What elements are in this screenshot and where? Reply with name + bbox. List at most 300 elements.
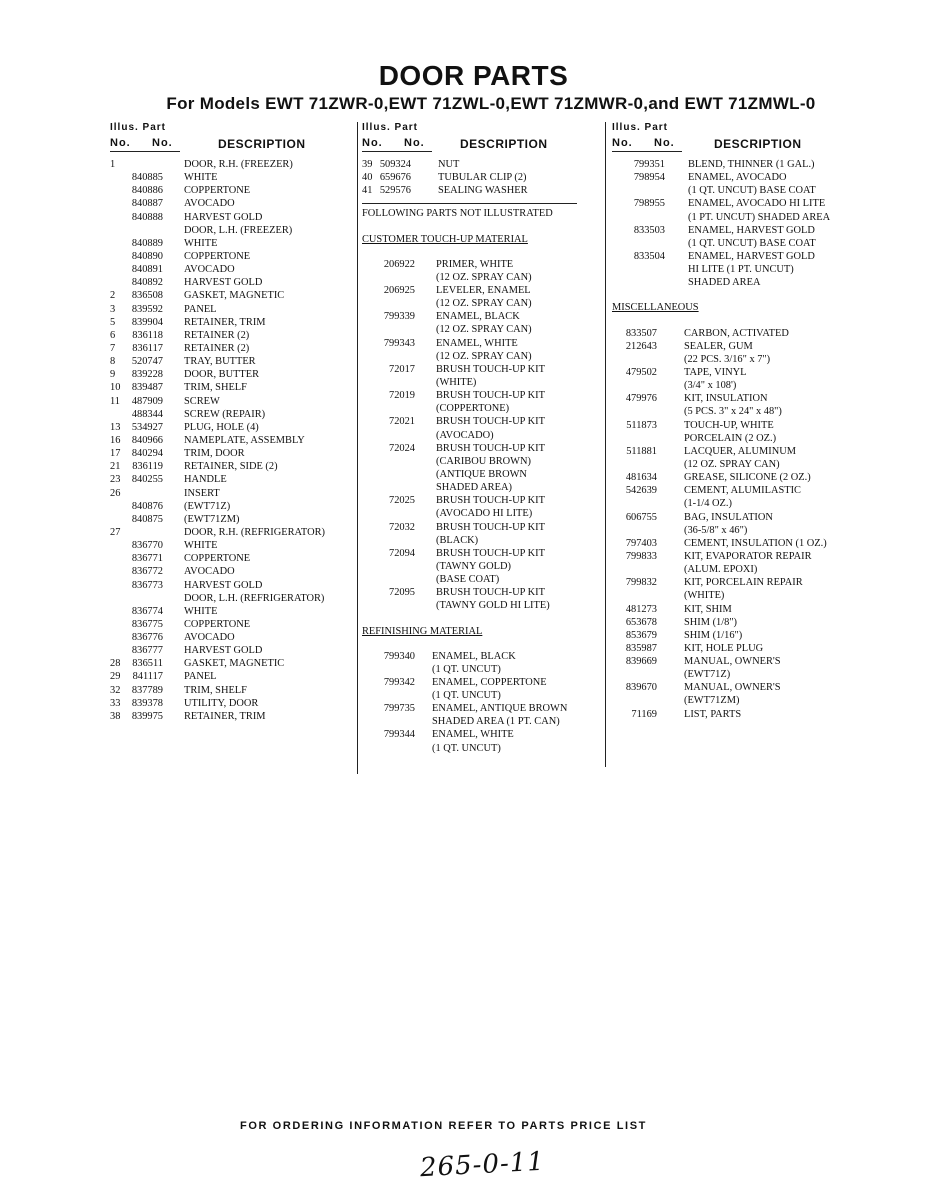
parts-row [110, 289, 355, 302]
parts-row [110, 526, 355, 539]
part-number: 836511 [132, 658, 163, 670]
parts-row [362, 728, 600, 741]
illus-number: 17 [110, 448, 121, 460]
parts-row [612, 432, 857, 445]
parts-row [612, 197, 857, 210]
part-description: BRUSH TOUCH-UP KIT [436, 442, 545, 454]
part-description: CEMENT, INSULATION (1 OZ.) [684, 537, 827, 549]
part-number: 72025 [389, 495, 415, 507]
parts-row [362, 363, 600, 376]
part-description: (ANTIQUE BROWN [436, 468, 527, 480]
part-description: ENAMEL, AVOCADO HI LITE [688, 198, 826, 210]
parts-row [612, 184, 857, 197]
part-description: COPPERTONE [184, 250, 251, 262]
description-label: DESCRIPTION [218, 137, 306, 151]
part-description: RETAINER, TRIM [184, 710, 266, 722]
part-number: 840890 [131, 250, 163, 262]
part-description: BRUSH TOUCH-UP KIT [436, 363, 545, 375]
part-number: 481634 [625, 472, 657, 484]
illus-number: 26 [110, 487, 121, 499]
parts-row [612, 484, 857, 497]
part-description: (TAWNY GOLD) [436, 560, 511, 572]
header-underline [612, 151, 682, 152]
parts-row [612, 681, 857, 694]
part-description: TRAY, BUTTER [184, 356, 256, 368]
part-description: TUBULAR CLIP (2) [438, 172, 527, 184]
part-number: 799832 [625, 577, 657, 589]
illus-number: 7 [110, 342, 116, 354]
no-label-2: No. [152, 137, 173, 149]
part-description: HARVEST GOLD [184, 277, 263, 289]
parts-row [362, 171, 600, 184]
parts-row [362, 271, 600, 284]
part-description: ENAMEL, BLACK [432, 650, 516, 662]
part-description: AVOCADO [184, 198, 235, 210]
part-number: 839487 [131, 382, 163, 394]
parts-row [362, 323, 600, 336]
part-description: CARBON, ACTIVATED [684, 327, 789, 339]
parts-row [612, 629, 857, 642]
part-number: 798954 [633, 172, 665, 184]
parts-row [362, 429, 600, 442]
part-number: 72032 [389, 521, 415, 533]
part-description: PRIMER, WHITE [436, 258, 514, 270]
part-description: PANEL [184, 303, 217, 315]
part-description: BRUSH TOUCH-UP KIT [436, 547, 545, 559]
parts-row [612, 563, 857, 576]
part-number: 542639 [625, 485, 657, 497]
parts-row [612, 250, 857, 263]
part-description: WHITE [184, 237, 218, 249]
part-number: 837789 [131, 684, 163, 696]
part-description: COPPERTONE [184, 185, 251, 197]
part-description: DOOR, L.H. (FREEZER) [184, 224, 293, 236]
part-number: 840294 [131, 448, 163, 460]
part-description: LEVELER, ENAMEL [436, 284, 531, 296]
parts-row [612, 550, 857, 563]
illus-number: 23 [110, 474, 121, 486]
part-description: (EWT71Z) [684, 669, 731, 681]
parts-row [612, 445, 857, 458]
part-number: 839378 [131, 697, 163, 709]
parts-row [612, 419, 857, 432]
parts-row [612, 497, 857, 510]
description-label: DESCRIPTION [460, 137, 548, 151]
part-number: 529576 [379, 185, 411, 197]
touchup-list [362, 258, 600, 613]
illus-number: 32 [110, 684, 121, 696]
part-number: 835987 [625, 642, 657, 654]
part-number: 836777 [131, 645, 163, 657]
part-description: SHIM (1/16") [684, 629, 743, 641]
part-number: 836118 [132, 329, 163, 341]
part-number: 839228 [131, 369, 163, 381]
parts-row [612, 353, 857, 366]
parts-row [362, 521, 600, 534]
handwritten-note: 265-0-11 [419, 1146, 546, 1184]
parts-row [362, 468, 600, 481]
part-description: DOOR, L.H. (REFRIGERATOR) [184, 592, 325, 604]
parts-row [110, 316, 355, 329]
illus-number: 21 [110, 461, 121, 473]
parts-row [110, 250, 355, 263]
parts-row [110, 263, 355, 276]
part-number: 840876 [131, 500, 163, 512]
part-description: HI LITE (1 PT. UNCUT) [688, 264, 794, 276]
part-description: (12 OZ. SPRAY CAN) [436, 271, 532, 283]
part-number: 72019 [389, 390, 415, 402]
part-description: KIT, PORCELAIN REPAIR [684, 577, 803, 589]
part-description: KIT, HOLE PLUG [684, 642, 764, 654]
illus-number: 39 [362, 159, 373, 170]
part-description: HANDLE [184, 474, 227, 486]
part-number: 840888 [131, 211, 163, 223]
illus-number: 3 [110, 303, 116, 315]
page-title: DOOR PARTS [378, 60, 569, 91]
part-description: WHITE [184, 605, 218, 617]
part-description: TAPE, VINYL [684, 366, 747, 378]
illus-number: 33 [110, 697, 121, 709]
part-description: (5 PCS. 3" x 24" x 48") [684, 406, 782, 418]
illus-part-label: Illus. Part [110, 122, 167, 133]
part-description: ENAMEL, WHITE [432, 729, 514, 741]
parts-row [110, 224, 355, 237]
parts-row [110, 500, 355, 513]
illus-number: 40 [362, 172, 373, 184]
parts-row [110, 565, 355, 578]
part-description: (1-1/4 OZ.) [684, 498, 732, 510]
part-number: 853679 [625, 629, 657, 641]
part-description: (WHITE) [684, 590, 725, 602]
parts-row [362, 297, 600, 310]
parts-row [612, 263, 857, 276]
part-description: RETAINER, SIDE (2) [184, 461, 278, 473]
part-description: PLUG, HOLE (4) [184, 421, 259, 433]
parts-row [362, 402, 600, 415]
part-description: DOOR, R.H. (FREEZER) [184, 159, 293, 170]
parts-row [362, 534, 600, 547]
part-description: CEMENT, ALUMILASTIC [684, 485, 801, 497]
parts-row [362, 310, 600, 323]
parts-row [612, 340, 857, 353]
part-description: HARVEST GOLD [184, 579, 263, 591]
parts-row [110, 460, 355, 473]
parts-row [362, 415, 600, 428]
part-number: 479502 [625, 366, 657, 378]
part-number: 840875 [131, 513, 163, 525]
illus-number: 16 [110, 434, 121, 446]
divider-rule [362, 203, 577, 205]
parts-row [612, 668, 857, 681]
part-number: 511873 [626, 419, 657, 431]
part-description: UTILITY, DOOR [184, 697, 259, 709]
part-description: ENAMEL, HARVEST GOLD [688, 250, 815, 262]
illus-number: 8 [110, 356, 116, 368]
part-number: 799735 [383, 703, 415, 715]
parts-row [612, 458, 857, 471]
part-number: 799342 [383, 676, 415, 688]
parts-row [362, 702, 600, 715]
misc-list [612, 327, 857, 721]
part-number: 511881 [626, 445, 657, 457]
part-description: COPPERTONE [184, 618, 251, 630]
part-number: 72024 [389, 442, 415, 454]
part-description: (BASE COAT) [436, 574, 500, 586]
part-description: BRUSH TOUCH-UP KIT [436, 587, 545, 599]
parts-row [110, 697, 355, 710]
part-description: ENAMEL, HARVEST GOLD [688, 224, 815, 236]
illus-number: 10 [110, 382, 121, 394]
part-number: 836773 [131, 579, 163, 591]
part-description: GREASE, SILICONE (2 OZ.) [684, 472, 811, 484]
part-number: 606755 [625, 511, 657, 523]
part-description: SHADED AREA) [436, 482, 512, 494]
parts-row [362, 650, 600, 663]
parts-row [612, 327, 857, 340]
part-description: GASKET, MAGNETIC [184, 290, 285, 302]
parts-row [110, 211, 355, 224]
part-description: DOOR, R.H. (REFRIGERATOR) [184, 526, 325, 538]
parts-row [362, 158, 600, 171]
parts-row [362, 494, 600, 507]
parts-row [110, 197, 355, 210]
part-description: (12 OZ. SPRAY CAN) [436, 298, 532, 310]
part-description: RETAINER (2) [184, 329, 250, 341]
parts-row [110, 237, 355, 250]
part-number: 839670 [625, 682, 657, 694]
part-description: (CARIBOU BROWN) [436, 455, 531, 467]
parts-row [612, 616, 857, 629]
part-description: BRUSH TOUCH-UP KIT [436, 495, 545, 507]
parts-row [612, 171, 857, 184]
parts-row [612, 379, 857, 392]
parts-row [612, 642, 857, 655]
part-description: (22 PCS. 3/16" x 7") [684, 353, 771, 365]
part-description: (EWT71Z) [184, 500, 231, 512]
parts-row [110, 539, 355, 552]
parts-row [110, 605, 355, 618]
part-description: (12 OZ. SPRAY CAN) [436, 324, 532, 336]
part-number: 72095 [389, 587, 415, 599]
illus-number: 13 [110, 421, 121, 433]
parts-row [612, 694, 857, 707]
parts-list [612, 158, 857, 289]
part-number: 833504 [633, 250, 665, 262]
part-description: TOUCH-UP, WHITE [684, 419, 774, 431]
parts-row [110, 329, 355, 342]
part-number: 488344 [131, 408, 163, 420]
part-number: 653678 [625, 616, 657, 628]
parts-row [110, 644, 355, 657]
part-description: (36-5/8" x 46") [684, 524, 748, 536]
illus-number: 6 [110, 329, 116, 341]
description-label: DESCRIPTION [714, 137, 802, 151]
illus-number: 9 [110, 369, 116, 381]
parts-row [110, 276, 355, 289]
misc-heading: MISCELLANEOUS [612, 302, 699, 314]
no-label: No. [612, 137, 633, 149]
touchup-heading: CUSTOMER TOUCH-UP MATERIAL [362, 233, 528, 245]
part-description: (EWT71ZM) [184, 513, 240, 525]
header-underline [110, 151, 180, 152]
part-description: RETAINER (2) [184, 342, 250, 354]
part-description: (TAWNY GOLD HI LITE) [436, 600, 550, 612]
part-description: HARVEST GOLD [184, 645, 263, 657]
part-number: 481273 [625, 603, 657, 615]
parts-row [110, 657, 355, 670]
parts-row [362, 442, 600, 455]
part-number: 839592 [131, 303, 163, 315]
parts-row [110, 408, 355, 421]
parts-row [362, 455, 600, 468]
part-number: 797403 [625, 537, 657, 549]
part-description: (3/4" x 108') [684, 380, 737, 392]
parts-list [110, 158, 355, 723]
illus-number: 29 [110, 671, 121, 683]
parts-row [612, 471, 857, 484]
part-number: 836771 [131, 553, 163, 565]
part-number: 799343 [383, 337, 415, 349]
part-description: AVOCADO [184, 264, 235, 276]
parts-row [110, 684, 355, 697]
part-number: 799351 [633, 159, 665, 170]
part-description: HARVEST GOLD [184, 211, 263, 223]
part-description: ENAMEL, BLACK [436, 311, 520, 323]
illus-number: 2 [110, 290, 116, 302]
parts-row [362, 258, 600, 271]
parts-row [362, 376, 600, 389]
part-number: 836776 [131, 632, 163, 644]
parts-row [110, 303, 355, 316]
part-number: 840887 [131, 198, 163, 210]
illus-number: 27 [110, 526, 121, 538]
illus-number: 11 [110, 395, 121, 407]
part-number: 836775 [131, 618, 163, 630]
parts-row [110, 158, 355, 171]
part-description: (12 OZ. SPRAY CAN) [436, 350, 532, 362]
parts-row [110, 579, 355, 592]
parts-row [362, 742, 600, 755]
parts-row [612, 224, 857, 237]
parts-row [110, 592, 355, 605]
part-description: LACQUER, ALUMINUM [684, 445, 796, 457]
refinish-list [362, 650, 600, 755]
parts-row [362, 676, 600, 689]
parts-row [612, 405, 857, 418]
parts-row [110, 184, 355, 197]
parts-row [110, 710, 355, 723]
parts-row [362, 599, 600, 612]
part-description: MANUAL, OWNER'S [684, 682, 781, 694]
part-number: 836772 [131, 566, 163, 578]
parts-column-3 [612, 118, 857, 721]
part-description: PORCELAIN (2 OZ.) [684, 432, 777, 444]
parts-row [612, 276, 857, 289]
part-description: (1 QT. UNCUT) BASE COAT [688, 237, 816, 249]
part-number: 799833 [625, 550, 657, 562]
part-number: 799344 [383, 729, 415, 741]
parts-row [612, 366, 857, 379]
part-number: 534927 [131, 421, 163, 433]
part-description: (COPPERTONE) [436, 403, 510, 415]
part-description: (AVOCADO HI LITE) [436, 508, 533, 520]
part-number: 836508 [131, 290, 163, 302]
parts-row [612, 708, 857, 721]
part-number: 840891 [131, 264, 163, 276]
illus-part-label: Illus. Part [362, 122, 419, 133]
part-number: 836117 [132, 342, 163, 354]
part-description: RETAINER, TRIM [184, 316, 266, 328]
part-description: TRIM, DOOR [184, 448, 245, 460]
parts-row [612, 511, 857, 524]
part-description: NUT [438, 159, 460, 170]
not-illustrated-note: FOLLOWING PARTS NOT ILLUSTRATED [362, 208, 553, 220]
parts-row [110, 342, 355, 355]
part-description: SHADED AREA [688, 277, 761, 289]
parts-row [362, 586, 600, 599]
part-description: BRUSH TOUCH-UP KIT [436, 390, 545, 402]
parts-row [110, 552, 355, 565]
part-description: SHIM (1/8") [684, 616, 738, 628]
column-divider [605, 122, 606, 767]
parts-row [362, 507, 600, 520]
part-description: (WHITE) [436, 376, 477, 388]
part-number: 840966 [131, 434, 163, 446]
part-description: WHITE [184, 540, 218, 552]
column-header [612, 118, 857, 152]
models-subtitle: For Models EWT 71ZWR-0,EWT 71ZWL-0,EWT 71ZMWR-0,and EWT 71ZMWL-0 [166, 94, 816, 113]
part-number: 72094 [389, 547, 415, 559]
parts-row [612, 211, 857, 224]
part-description: PANEL [184, 671, 217, 683]
part-description: LIST, PARTS [684, 708, 742, 720]
part-number: 840886 [131, 185, 163, 197]
part-description: AVOCADO [184, 632, 235, 644]
parts-row [362, 481, 600, 494]
parts-row [110, 381, 355, 394]
part-number: 72017 [389, 363, 415, 375]
parts-row [110, 487, 355, 500]
part-number: 206925 [383, 284, 415, 296]
parts-row [110, 355, 355, 368]
parts-row [612, 392, 857, 405]
parts-list [362, 158, 600, 197]
parts-column-1 [110, 118, 355, 723]
part-description: MANUAL, OWNER'S [684, 656, 781, 668]
part-description: (12 OZ. SPRAY CAN) [684, 458, 780, 470]
part-description: BLEND, THINNER (1 GAL.) [688, 159, 815, 170]
part-description: (1 QT. UNCUT) [432, 742, 501, 754]
no-label-2: No. [404, 137, 425, 149]
part-number: 840889 [131, 237, 163, 249]
part-number: 206922 [383, 258, 415, 270]
part-number: 659676 [379, 172, 411, 184]
part-description: ENAMEL, WHITE [436, 337, 518, 349]
part-description: ENAMEL, COPPERTONE [432, 676, 547, 688]
part-description: INSERT [184, 487, 220, 499]
parts-row [362, 715, 600, 728]
part-number: 839904 [131, 316, 163, 328]
part-description: SEALER, GUM [684, 340, 753, 352]
part-description: (1 QT. UNCUT) BASE COAT [688, 185, 816, 197]
parts-row [110, 473, 355, 486]
part-number: 487909 [131, 395, 163, 407]
part-number: 72021 [389, 416, 415, 428]
parts-row [612, 537, 857, 550]
part-description: (AVOCADO) [436, 429, 494, 441]
part-description: WHITE [184, 172, 218, 184]
part-number: 212643 [625, 340, 657, 352]
